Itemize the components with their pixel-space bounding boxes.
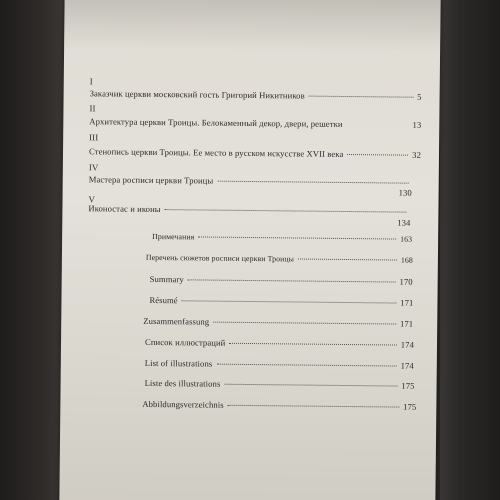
page-number: 175 bbox=[403, 401, 417, 412]
leader-dots bbox=[229, 343, 396, 346]
page-number: 130 bbox=[398, 187, 412, 198]
leader-dots bbox=[216, 364, 396, 367]
leader-dots bbox=[228, 405, 399, 408]
toc-entry-chapter-2 bbox=[89, 116, 421, 129]
page-number: 5 bbox=[417, 91, 422, 102]
page-number: 13 bbox=[412, 119, 422, 130]
appendix-title: Résumé bbox=[149, 294, 178, 306]
toc-entry-illustrations-de bbox=[142, 399, 416, 412]
chapter-title: Мастера росписи церкви Троицы bbox=[88, 174, 214, 186]
page-number: 174 bbox=[400, 339, 415, 350]
appendix-title: List of illustrations bbox=[144, 357, 213, 369]
toc-entry-summary bbox=[150, 274, 413, 287]
page-number: 134 bbox=[397, 217, 411, 228]
table-of-contents bbox=[88, 76, 422, 412]
leader-dots bbox=[165, 209, 407, 213]
book-page bbox=[59, 0, 440, 500]
chapter-title: Стенопись церкви Троицы. Ее место в русском искусстве XVII века bbox=[88, 146, 344, 159]
leader-dots bbox=[217, 181, 408, 184]
appendix-title: Zusammenfassung bbox=[143, 315, 210, 327]
toc-entry-chapter-3 bbox=[89, 146, 421, 159]
leader-dots bbox=[182, 300, 396, 303]
leader-dots bbox=[188, 279, 396, 282]
chapter-numeral: V bbox=[88, 194, 96, 205]
appendix-title: Список иллюстраций bbox=[144, 336, 226, 348]
page-number: 175 bbox=[401, 380, 415, 391]
page-shadow bbox=[64, 0, 441, 52]
leader-dots bbox=[347, 154, 408, 156]
toc-entry-zusammenfassung bbox=[143, 316, 413, 329]
toc-entry-subjects-list bbox=[146, 253, 413, 265]
leader-dots bbox=[224, 384, 397, 387]
leader-dots bbox=[198, 236, 396, 239]
leader-dots bbox=[347, 125, 409, 126]
toc-entry-resume bbox=[149, 295, 413, 308]
appendix-title: Summary bbox=[149, 273, 184, 285]
appendix-title: Перечень сюжетов росписи церкви Троицы bbox=[145, 252, 295, 264]
chapter-numeral: III bbox=[89, 132, 99, 143]
page-number: 163 bbox=[400, 234, 413, 244]
toc-entry-chapter-5 bbox=[88, 203, 410, 216]
chapter-title: Заказчик церкви московский гость Григорий Никитников bbox=[89, 88, 305, 101]
toc-entry-chapter-4 bbox=[89, 174, 413, 187]
toc-entry-illustrations-en bbox=[145, 358, 414, 371]
toc-entry-notes bbox=[152, 232, 412, 244]
appendix-title: Abbildungsverzeichnis bbox=[142, 398, 224, 410]
leader-dots bbox=[309, 96, 413, 98]
leader-dots bbox=[298, 259, 397, 261]
page-number: 171 bbox=[400, 297, 414, 308]
page-number: 174 bbox=[400, 360, 414, 371]
chapter-title: Иконостас и иконы bbox=[88, 203, 161, 215]
chapter-numeral: I bbox=[89, 76, 93, 87]
page-number: 171 bbox=[399, 318, 414, 329]
appendix-title: Liste des illustrations bbox=[144, 377, 221, 389]
chapter-numeral: II bbox=[89, 103, 96, 114]
toc-entry-illustrations-fr bbox=[145, 378, 415, 391]
page-number: 168 bbox=[400, 255, 413, 265]
background-right bbox=[440, 0, 500, 500]
leader-dots bbox=[213, 322, 396, 325]
page-number: 32 bbox=[412, 149, 422, 160]
toc-entry-illustrations-ru bbox=[145, 337, 414, 350]
toc-entry-chapter-1 bbox=[90, 88, 422, 101]
background-left bbox=[0, 0, 66, 500]
chapter-numeral: IV bbox=[88, 162, 99, 173]
page-number: 170 bbox=[399, 276, 413, 287]
appendix-title: Примечания bbox=[152, 231, 195, 242]
chapter-title: Архитектура церкви Троицы. Белокаменный декор, двери, решетки bbox=[89, 116, 343, 129]
